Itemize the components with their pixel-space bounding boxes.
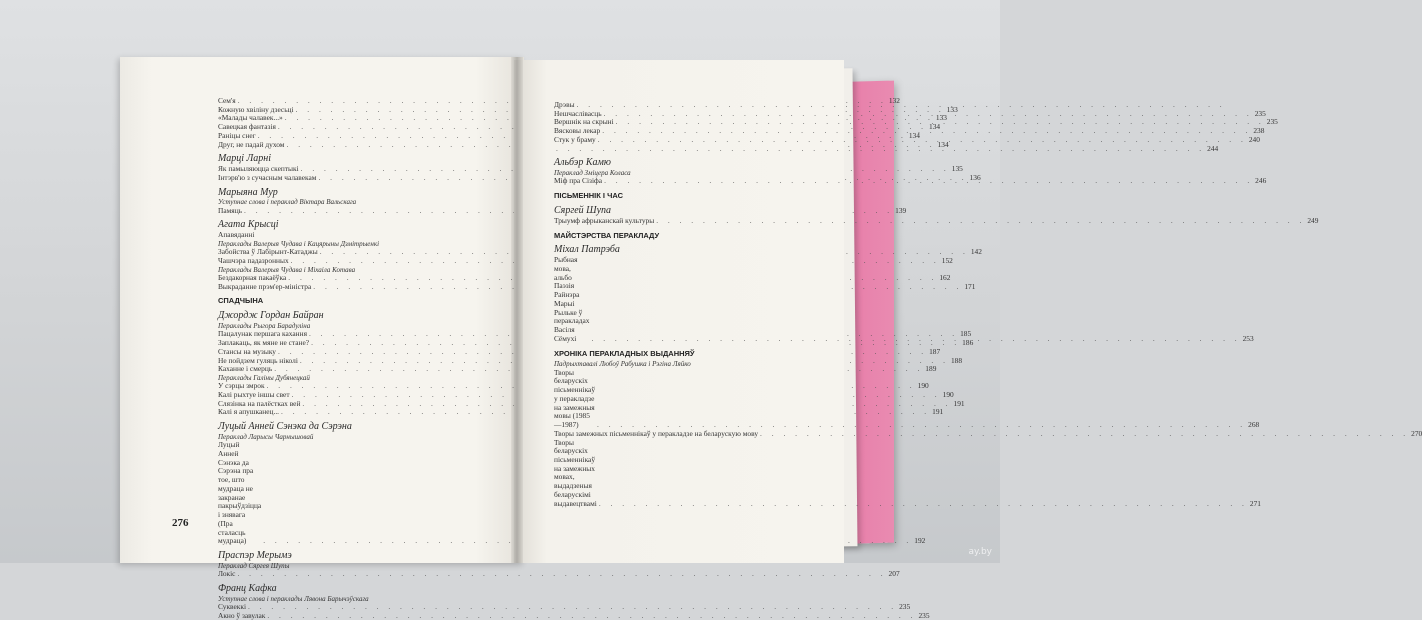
toc-entry-page: 235 bbox=[899, 601, 911, 611]
toc-entry-title: Стук у браму bbox=[554, 134, 596, 144]
toc-trans: Пераклады Валерыя Чудава і Кацярыны Дзмітрыенкі bbox=[218, 239, 380, 248]
toc-entry bbox=[218, 281, 976, 292]
toc-plain: Апавяданні bbox=[218, 230, 255, 240]
toc-entry-title: Сем'я bbox=[218, 96, 236, 105]
toc-entry-page: 271 bbox=[1249, 498, 1261, 508]
toc-entry-title: У сэрцы змрок bbox=[218, 381, 265, 391]
toc-entry-page: 191 bbox=[953, 398, 965, 408]
toc-entry bbox=[218, 569, 900, 579]
toc-entry-page: 152 bbox=[941, 255, 953, 265]
toc-entry-title: Трыумф афрыканскай культуры bbox=[554, 215, 655, 225]
leader-dots bbox=[599, 500, 1248, 509]
toc-trans: Пераклады Галіны Дубянецкай bbox=[218, 373, 310, 382]
toc-entry-page: 235 bbox=[918, 610, 930, 620]
toc-entry bbox=[554, 428, 1422, 439]
toc-entry-page: 238 bbox=[1253, 126, 1265, 136]
toc-author: Франц Кафка bbox=[218, 582, 277, 594]
toc-entry bbox=[554, 437, 1261, 509]
toc-entry-title: Дрэвы bbox=[554, 100, 575, 109]
toc-entry-title: Друг, не падай духом bbox=[218, 139, 285, 149]
toc-entry-page: 132 bbox=[888, 96, 900, 105]
book-gutter bbox=[511, 57, 523, 563]
toc-trans: Уступнае слова і пераклады Лявона Барычэўскага bbox=[218, 594, 369, 603]
toc-entry-title: Локіс bbox=[218, 569, 236, 579]
toc-entry-page: 134 bbox=[929, 122, 941, 132]
toc-entry-page: 162 bbox=[939, 272, 951, 282]
watermark: ay.by bbox=[968, 547, 992, 557]
toc-entry-title: Вясковы лекар bbox=[554, 126, 601, 136]
leader-dots bbox=[656, 217, 1305, 226]
leader-dots bbox=[592, 335, 1241, 344]
toc-entry-title: Калі рыхтуе іншы свет bbox=[218, 389, 290, 399]
toc-section: МАЙСТЭРСТВА ПЕРАКЛАДУ bbox=[554, 230, 660, 240]
toc-entry-title: Выкраданне прэм'ер-міністра bbox=[218, 281, 312, 291]
toc-trans: Пераклад Сяргея Шупы bbox=[218, 561, 290, 570]
toc-trans: Уступнае слова і пераклад Віктара Вальскага bbox=[218, 198, 357, 207]
toc-author: Альбэр Камю bbox=[554, 157, 611, 169]
toc-entry-title: Бездакорная пакаёўка bbox=[218, 272, 287, 282]
toc-entry-page: 270 bbox=[1411, 428, 1422, 438]
toc-entry-page: 268 bbox=[1248, 420, 1260, 430]
toc-trans: Пераклад Змiцера Коласа bbox=[554, 169, 631, 178]
toc-entry-page: 134 bbox=[908, 130, 920, 140]
toc-entry-page: 189 bbox=[925, 364, 937, 374]
toc-author: Міхал Патрэба bbox=[554, 244, 620, 256]
toc-entry-title: Суквеккі bbox=[218, 601, 246, 611]
toc-entry-title: Савецкая фантазія bbox=[218, 122, 276, 132]
toc-entry-page: 190 bbox=[942, 389, 954, 399]
toc-entry-title: Чашчэра падазронных bbox=[218, 255, 289, 265]
leader-dots bbox=[267, 612, 916, 620]
toc-entry-title: Стансы на музыку bbox=[218, 346, 277, 356]
toc-entry-title: Творы беларускіх пісьменнікаў на замежных мовах, выдадзеныя беларускімі выдавецтвамі bbox=[554, 437, 597, 508]
toc-entry-title: «Малады чалавек...» bbox=[218, 113, 283, 123]
toc-section: ХРОНІКА ПЕРАКЛАДНЫХ ВЫДАННЯЎ bbox=[554, 348, 695, 358]
toc-entry-page: 246 bbox=[1255, 176, 1267, 186]
toc-entry-title: Міф пра Сізіфа bbox=[554, 176, 603, 186]
toc-author: Марці Ларні bbox=[218, 153, 271, 165]
toc-entry-page: 134 bbox=[937, 139, 949, 149]
toc-entry-page: 139 bbox=[895, 205, 907, 215]
toc-entry bbox=[218, 255, 953, 266]
toc-entry-title: Кожную хвіліну дзесьці bbox=[218, 104, 294, 114]
toc-author: Джордж Гордан Байран bbox=[218, 310, 324, 322]
toc-entry-title: Слязінка на палёсткаx вей bbox=[218, 398, 301, 408]
toc-entry-page: 186 bbox=[962, 338, 974, 348]
toc-entry-page: 133 bbox=[935, 113, 947, 123]
toc-section: ПІСЬМЕННІК І ЧАС bbox=[554, 191, 624, 201]
toc-entry bbox=[218, 610, 930, 620]
toc-entry-page: 192 bbox=[914, 536, 926, 546]
toc-entry-page: 235 bbox=[1254, 108, 1266, 118]
toc-entry-page: 188 bbox=[950, 355, 963, 365]
leader-dots bbox=[760, 430, 1409, 439]
toc-author: Праспэр Мерымэ bbox=[218, 550, 292, 562]
toc-entry-title: Калі я апушканец... bbox=[218, 407, 280, 417]
leader-dots bbox=[556, 145, 1205, 154]
toc-entry-page: 135 bbox=[951, 164, 963, 174]
toc-entry-title: Забойства ў Лабірынт-Катаджы bbox=[218, 247, 318, 257]
toc-entry-title: Рыбная мова, альбо Паэзія Райнэра Марыі Рыльке ў перакладах Васіля Сёмухі bbox=[554, 255, 590, 343]
toc-entry-title: Раніцы снег bbox=[218, 130, 256, 140]
toc-trans: Пераклады Валерыя Чудава і Міхаіла Котава bbox=[218, 265, 356, 274]
toc-entry-page: 249 bbox=[1307, 215, 1319, 225]
toc-entry-page: 235 bbox=[1266, 117, 1278, 127]
toc-entry-title: Творы беларускіх пісьменнікаў у перакладзе на замежныя мовы (1985—1987) bbox=[554, 367, 596, 430]
toc-author: Агата Крысці bbox=[218, 219, 279, 231]
toc-entry-title: Нешчаслівасць bbox=[554, 108, 602, 118]
toc-entry-page: 185 bbox=[960, 329, 972, 339]
leader-dots bbox=[604, 177, 1253, 186]
toc-entry-page: 142 bbox=[970, 247, 982, 257]
toc-entry-page: 171 bbox=[964, 281, 976, 291]
toc-entry-title: Не пойдзем гуляць ніколі bbox=[218, 355, 298, 365]
toc-trans: Пераклад Ларысы Чарнышовай bbox=[218, 432, 314, 441]
toc-author: Сяргей Шупа bbox=[554, 205, 612, 217]
toc-entry-title: Памяць bbox=[218, 205, 243, 215]
toc-entry-title: Луцый Анней Сэнэка да Сэрэна пра тое, што мудраца не закранае пакрыўдзіцца і знявага (Пра сталасць мудраца) bbox=[218, 440, 262, 546]
toc-entry-title: Як памыляюцца скептыкі bbox=[218, 164, 299, 174]
toc-author: Марыяна Мур bbox=[218, 186, 278, 198]
toc-entry-page: 190 bbox=[917, 381, 929, 391]
toc-entry-page: 253 bbox=[1242, 333, 1254, 343]
toc-section: СПАДЧЫНА bbox=[218, 296, 264, 306]
toc-entry-page: 191 bbox=[932, 407, 944, 417]
toc-entry-page: 244 bbox=[1207, 143, 1219, 153]
toc-entry-title: Творы замежных пісьменнікаў у перакладзе на беларускую мову bbox=[554, 428, 759, 438]
toc-entry bbox=[218, 407, 944, 417]
toc-entry-title: Заплакаць, як мяне не стане? bbox=[218, 338, 310, 348]
toc-trans: Падрыхтавалі Любоў Рабушка і Рэгіна Ляйко bbox=[554, 360, 691, 369]
toc-entry-title: Інтэрв'ю з сучасным чалавекам bbox=[218, 172, 317, 182]
toc-entry-page: 240 bbox=[1248, 134, 1260, 144]
toc-author: Луцый Анней Сэнэка да Сэрэна bbox=[218, 421, 352, 433]
toc-entry-title: Пацалунак першага кахання bbox=[218, 329, 307, 339]
toc-entry-title: Вершнік на скрыні bbox=[554, 117, 614, 127]
toc-entry-title: Каханне і смерць bbox=[218, 364, 273, 374]
toc-trans: Пераклады Рыгора Барадуліна bbox=[218, 322, 311, 331]
toc-entry-page: 207 bbox=[888, 569, 900, 579]
toc-entry-title: Акно ў завулак bbox=[218, 610, 266, 620]
toc-entry-page: 136 bbox=[969, 172, 981, 182]
toc-entry bbox=[554, 215, 1319, 226]
toc-entry-page: 133 bbox=[946, 104, 958, 114]
leader-dots bbox=[237, 570, 886, 579]
toc-entry-page: 187 bbox=[929, 346, 941, 356]
page-number: 276 bbox=[172, 517, 189, 529]
